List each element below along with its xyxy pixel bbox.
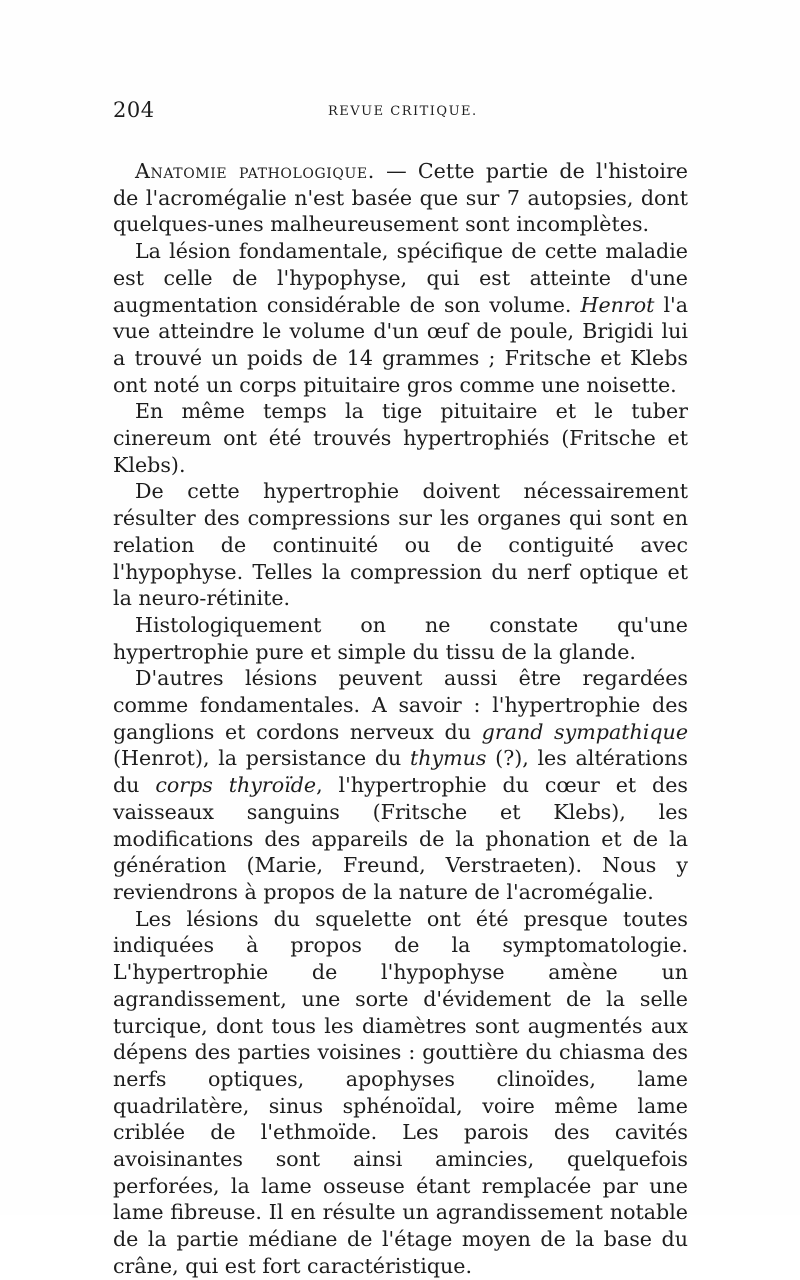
paragraph-text: (Henrot), la persistance du [113,746,410,771]
paragraph-text: , l'hypertrophie du cœur et des vaisseaux sanguins (Fritsche et Klebs), les modifications des appareils de la phonation et de la génération (Marie, Freund, Verstraeten). Nous y reviendrons à propos de la nature de l'acromégalie. [113,773,688,904]
paragraph-lesion-fondamentale [113,238,688,398]
page-number: 204 [113,98,155,122]
paragraph-autres-lesions [113,665,688,905]
section-lead: Anatomie pathologique. [135,159,375,183]
italic-term: thymus [409,746,487,771]
paragraph-text: l'a vue atteindre le volume d'un œuf de poule, Brigidi lui a trouvé un poids de 14 grammes ; Fritsche et Klebs ont noté un corps pituitaire gros comme une noisette. [113,292,688,397]
running-head: REVUE CRITIQUE. [328,104,478,119]
paragraph-tige-pituitaire: En même temps la tige pituitaire et le tuber cinereum ont été trouvés hypertrophiés (Fritsche et Klebs). [113,399,688,477]
paragraph-text: D'autres lésions peuvent aussi être regardées comme fondamentales. A savoir : l'hypertrophie des ganglions et cordons nerveux du [113,666,688,744]
paragraph-anatomie [113,158,688,238]
paragraph-text: La lésion fondamentale, spécifique de cette maladie est celle de l'hypophyse, qui est atteinte d'une augmentation considérable de son volume. [113,239,688,317]
italic-term: corps thyroïde [155,773,317,798]
page-header [113,98,693,132]
author-name-italic: Henrot [580,292,655,317]
paragraph-text: — Cette partie de l'histoire de l'acromégalie n'est basée que sur 7 autopsies, dont quelques-unes malheureusement sont incomplètes. [113,159,688,237]
body-text [113,158,688,1280]
paragraph-squelette: Les lésions du squelette ont été presque toutes indiquées à propos de la symptomatologie. L'hypertrophie de l'hypophyse amène un agrandissement, une sorte d'évidement de la selle turcique, dont tous les diamètres sont augmentés aux dépens des parties voisines : gouttière du chiasma des nerfs optiques, apophyses clinoïdes, lame quadrilatère, sinus sphénoïdal, voire même lame criblée de l'ethmoïde. Les parois des cavités avoisinantes sont ainsi amincies, quelquefois perforées, la lame osseuse étant remplacée par une lame fibreuse. Il en résulte un agrandissement notable de la partie médiane de l'étage moyen de la base du crâne, qui est fort caractéristique. [113,906,688,1278]
paragraph-compressions: De cette hypertrophie doivent nécessairement résulter des compressions sur les organes qui sont en relation de continuité ou de contiguité avec l'hypophyse. Telles la compression du nerf optique et la neuro-rétinite. [113,479,688,611]
paragraph-text: (?), les altérations du [113,746,688,798]
paragraph-histologie: Histologiquement on ne constate qu'une hypertrophie pure et simple du tissu de la glande. [113,612,688,664]
italic-term: grand sympathique [481,719,689,744]
